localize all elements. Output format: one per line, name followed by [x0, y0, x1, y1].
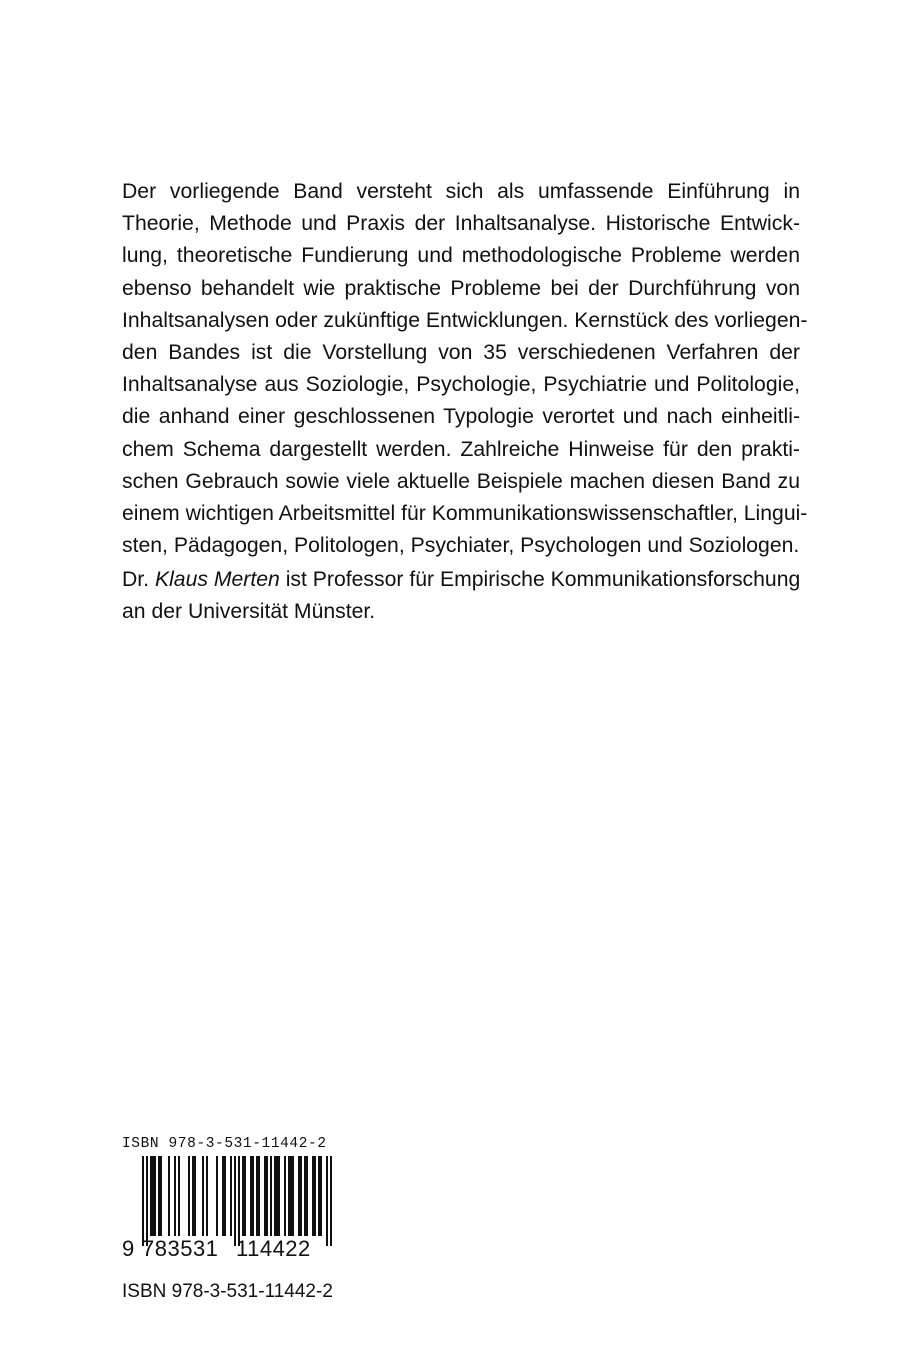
barcode-bar: [178, 1156, 180, 1236]
author-line-1: [122, 564, 800, 596]
blurb-text: [122, 176, 808, 562]
author-name: Klaus Merten: [154, 568, 280, 591]
author-info: [122, 564, 800, 628]
barcode-bar: [202, 1156, 204, 1236]
author-affiliation: an der Universität Münster.: [122, 600, 376, 624]
barcode-bar: [318, 1156, 320, 1236]
barcode-bar: [222, 1156, 224, 1236]
barcode-bar: [252, 1156, 254, 1236]
barcode-isbn-label: ISBN 978-3-531-11442-2: [122, 1136, 327, 1152]
barcode-bar: [326, 1156, 328, 1246]
barcode-bar: [300, 1156, 302, 1236]
barcode-bar: [188, 1156, 190, 1236]
barcode-bar: [238, 1156, 240, 1246]
barcode-bar: [244, 1156, 246, 1236]
barcode-bar: [304, 1156, 306, 1236]
barcode-bars: [122, 1156, 334, 1248]
barcode-bar: [314, 1156, 316, 1236]
blurb-line: Inhaltsanalyse aus Soziologie, Psychologie, Psychiatrie und Politologie,: [122, 373, 800, 397]
blurb-line: ebenso behandelt wie praktische Probleme bei der Durchführung von: [122, 276, 800, 300]
barcode-bar: [250, 1156, 252, 1236]
barcode-bar: [160, 1156, 162, 1236]
barcode-bar: [142, 1156, 144, 1246]
barcode-bar: [288, 1156, 290, 1236]
blurb-line: Der vorliegende Band versteht sich als umfassende Einführung in: [122, 180, 800, 203]
blurb-line: Inhaltsanalysen oder zukünftige Entwicklungen. Kernstück des vorliegen-: [122, 308, 808, 332]
barcode-bar: [216, 1156, 218, 1236]
blurb-line: Theorie, Methode und Praxis der Inhaltsanalyse. Historische Entwick-: [122, 212, 800, 236]
barcode: [122, 1136, 362, 1271]
blurb-line: schen Gebrauch sowie viele aktuelle Beispiele machen diesen Band zu: [122, 469, 800, 493]
blurb-line: lung, theoretische Fundierung und methodologische Probleme werden: [122, 244, 800, 268]
barcode-bar: [150, 1156, 152, 1236]
barcode-bar: [168, 1156, 170, 1236]
barcode-bar: [194, 1156, 196, 1236]
barcode-bar: [312, 1156, 314, 1236]
barcode-bar: [274, 1156, 276, 1236]
blurb-line: chem Schema dargestellt werden. Zahlreiche Hinweise für den prakti-: [122, 437, 800, 461]
barcode-bar: [242, 1156, 244, 1236]
barcode-left-digits: 783531: [142, 1236, 219, 1261]
barcode-right-digits: 114422: [236, 1236, 311, 1261]
barcode-bar: [154, 1156, 156, 1236]
barcode-bar: [270, 1156, 272, 1236]
barcode-bar: [158, 1156, 160, 1236]
barcode-bar: [306, 1156, 308, 1236]
barcode-bar: [234, 1156, 236, 1246]
barcode-bar: [258, 1156, 260, 1236]
isbn-text: ISBN 978-3-531-11442-2: [122, 1281, 333, 1302]
barcode-bar: [266, 1156, 268, 1236]
barcode-bar: [284, 1156, 286, 1236]
blurb-line: den Bandes ist die Vorstellung von 35 verschiedenen Verfahren der: [122, 341, 800, 365]
blurb-line: einem wichtigen Arbeitsmittel für Kommunikationswissenschaftler, Lingui-: [122, 502, 808, 526]
author-prefix: Dr.: [122, 568, 150, 591]
barcode-bar: [278, 1156, 280, 1236]
barcode-bar: [256, 1156, 258, 1236]
barcode-bar: [192, 1156, 194, 1236]
barcode-bar: [298, 1156, 300, 1236]
barcode-bar: [330, 1156, 332, 1246]
barcode-bar: [276, 1156, 278, 1236]
barcode-bar: [224, 1156, 226, 1236]
barcode-bar: [264, 1156, 266, 1236]
barcode-bar: [292, 1156, 294, 1236]
author-position: ist Professor für Empirische Kommunikationsforschung: [285, 568, 801, 591]
barcode-bar: [290, 1156, 292, 1236]
blurb-line: die anhand einer geschlossenen Typologie verortet und nach einheitli-: [122, 405, 800, 429]
barcode-bar: [206, 1156, 208, 1236]
blurb-line: sten, Pädagogen, Politologen, Psychiater, Psychologen und Soziologen.: [122, 534, 800, 558]
barcode-bar: [320, 1156, 322, 1236]
barcode-bar: [230, 1156, 232, 1236]
barcode-first-digit: 9: [122, 1236, 135, 1261]
barcode-bar: [152, 1156, 154, 1236]
barcode-bar: [174, 1156, 176, 1236]
barcode-bar: [146, 1156, 148, 1246]
